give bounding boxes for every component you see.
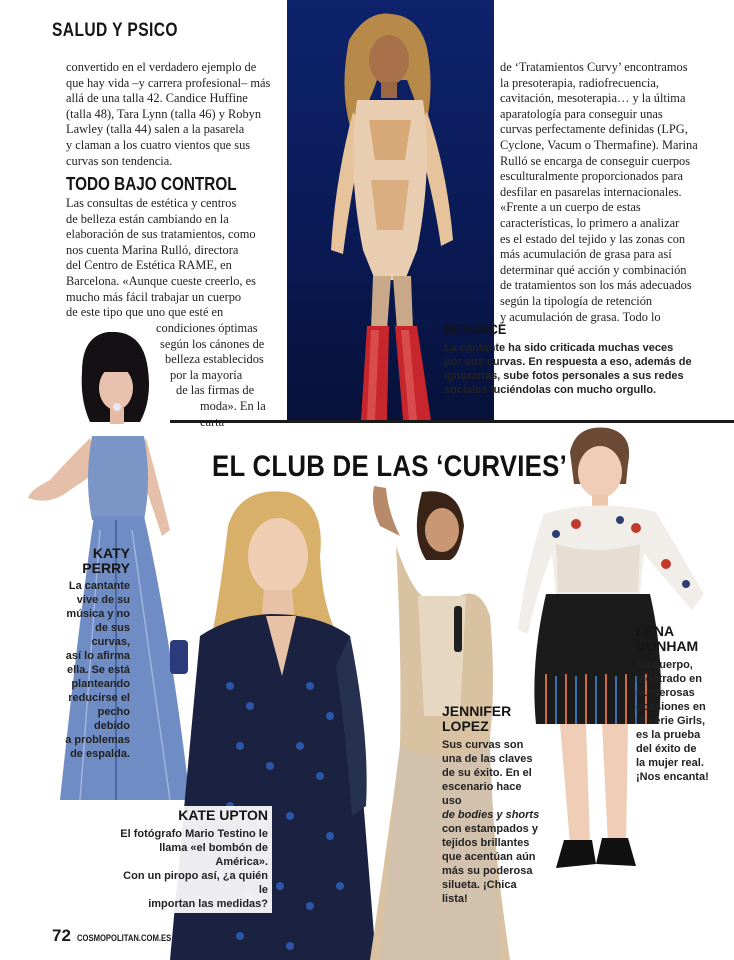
caption-line: ocasiones en bbox=[636, 701, 706, 713]
text-line: según los cánones de bbox=[160, 336, 265, 351]
text-line: y claman a los cuatro vientos que sus bbox=[66, 137, 251, 152]
text-line: de belleza están cambiando en la bbox=[66, 211, 229, 226]
text-line: condiciones óptimas bbox=[156, 321, 258, 335]
caption-line: llama «el bombón de América». bbox=[159, 842, 268, 868]
caption-line: de bodies y shorts bbox=[442, 809, 540, 821]
caption-line: la serie Girls, bbox=[636, 715, 706, 727]
text-line: de ‘Tratamientos Curvy’ encontramos bbox=[500, 60, 688, 74]
caption-line: Con un piropo así, ¿a quién le bbox=[123, 870, 268, 896]
caption-line: sociales luciéndolas con mucho orgullo. bbox=[444, 384, 657, 396]
caption-line: importan las medidas? bbox=[148, 898, 268, 910]
caption-name: PERRY bbox=[82, 560, 130, 576]
caption-line: de su éxito. En el bbox=[442, 767, 532, 779]
text-line: curvas perfectamente definidas (LPG, bbox=[500, 122, 688, 137]
text-line: esculturalmente proporcionados para bbox=[500, 169, 684, 184]
caption-line: Sus curvas son bbox=[442, 739, 524, 751]
caption-name: DUNHAM bbox=[636, 638, 699, 654]
caption-line: ella. Se está bbox=[67, 664, 130, 676]
caption-line: de espalda. bbox=[70, 748, 130, 760]
caption-line: de sus curvas, bbox=[91, 622, 130, 648]
caption-line: reducirse el bbox=[68, 692, 130, 704]
caption-line: con estampados y bbox=[442, 823, 538, 835]
caption-line: La cantante ha sido criticada muchas veces bbox=[444, 342, 674, 354]
text-line: según la tipología de retención bbox=[500, 293, 653, 308]
text-line: convertido en el verdadero ejemplo de bbox=[66, 60, 257, 74]
text-line: elaboración de sus tratamientos, como bbox=[66, 227, 256, 242]
text-line: por la mayoría bbox=[170, 367, 243, 382]
text-line: (talla 48), Tara Lynn (talla 46) y Robyn bbox=[66, 106, 262, 121]
caption-line: del éxito de bbox=[636, 743, 697, 755]
text-line: Las consultas de estética y centros bbox=[66, 196, 237, 210]
caption-name: JENNIFER bbox=[442, 703, 512, 719]
text-line: nos cuenta Marina Rulló, directora bbox=[66, 242, 239, 257]
text-line: Lawley (talla 44) salen a la pasarela bbox=[66, 122, 245, 137]
page-footer bbox=[52, 926, 188, 946]
caption-line: La cantante bbox=[68, 580, 130, 592]
caption-line: ¡Nos encanta! bbox=[636, 771, 709, 783]
text-line: Rulló se encarga de conseguir cuerpos bbox=[500, 153, 691, 168]
subhead: TODO BAJO CONTROL bbox=[66, 174, 237, 194]
caption-name: KATE UPTON bbox=[178, 807, 268, 823]
text-line: características, lo primero a analizar bbox=[500, 215, 680, 230]
caption-line: que acentúan aún bbox=[442, 851, 536, 863]
text-line: de tratamientos son los más adecuados bbox=[500, 278, 692, 293]
text-line: y acumulación de grasa. Todo lo bbox=[500, 309, 661, 324]
text-line: curvas son tendencia. bbox=[66, 153, 173, 168]
text-line: mucho más fácil trabajar un cuerpo bbox=[66, 289, 242, 304]
feature-headline: EL CLUB DE LAS ‘CURVIES’ bbox=[212, 450, 568, 483]
caption-line: numerosas bbox=[636, 687, 695, 699]
text-line: es el estado del tejido y las zonas con bbox=[500, 231, 686, 246]
caption-name: KATY bbox=[92, 545, 130, 561]
intro-text bbox=[66, 60, 276, 169]
caption-line: Su cuerpo, bbox=[636, 659, 693, 671]
caption-line: por sus curvas. En respuesta a eso, además de bbox=[444, 356, 692, 368]
footer-site: COSMOPOLITAN.COM.ES bbox=[77, 933, 172, 943]
text-line: «Frente a un cuerpo de estas bbox=[500, 200, 641, 215]
section-divider bbox=[170, 420, 734, 423]
text-line: más acumulación de grasa para así bbox=[500, 247, 672, 262]
text-line: del Centro de Estética RAME, en bbox=[66, 258, 232, 273]
caption-line: escenario hace uso bbox=[442, 781, 522, 807]
caption-line: ignorarlas, sube fotos personales a sus redes bbox=[444, 370, 684, 382]
caption-line: mostrado en bbox=[636, 673, 703, 685]
text-line: desfilar en pasarelas internacionales. bbox=[500, 184, 682, 199]
text-line: de este tipo que uno que esté en bbox=[66, 305, 224, 320]
caption-line: a problemas bbox=[65, 734, 130, 746]
lena-caption bbox=[636, 624, 734, 784]
caption-line: pecho debido bbox=[93, 706, 130, 732]
caption-name: LOPEZ bbox=[442, 718, 489, 734]
caption-line: es la prueba bbox=[636, 729, 701, 741]
text-line: de las firmas de bbox=[176, 383, 255, 398]
caption-line: planteando bbox=[71, 678, 130, 690]
caption-line: El fotógrafo Mario Testino le bbox=[120, 828, 268, 840]
body-left bbox=[66, 196, 278, 321]
text-line: belleza establecidos bbox=[165, 352, 264, 367]
caption-name: LENA bbox=[636, 623, 675, 639]
text-line: Cyclone, Vacum o Thermafine). Marina bbox=[500, 137, 698, 152]
caption-line: una de las claves bbox=[442, 753, 533, 765]
caption-line: más su poderosa bbox=[442, 865, 533, 877]
caption-line: silueta. ¡Chica lista! bbox=[442, 879, 517, 905]
text-line: cavitación, mesoterapia… y la última bbox=[500, 91, 686, 106]
kate-caption bbox=[110, 806, 272, 913]
caption-line: música y no bbox=[66, 608, 130, 620]
section-title: SALUD Y PSICO bbox=[52, 20, 178, 41]
text-line: Barcelona. «Aunque cueste creerlo, es bbox=[66, 273, 256, 288]
page-number: 72 bbox=[52, 926, 71, 945]
caption-line: vive de su bbox=[76, 594, 130, 606]
katy-caption bbox=[60, 546, 130, 761]
caption-line: así lo afirma bbox=[65, 650, 130, 662]
text-line: la presoterapia, radiofrecuencia, bbox=[500, 75, 659, 90]
caption-line: tejidos brillantes bbox=[442, 837, 530, 849]
text-line: que hay vida –y carrera profesional– más bbox=[66, 75, 271, 90]
text-line: determinar qué acción y combinación bbox=[500, 262, 687, 277]
text-line: aparatología para conseguir unas bbox=[500, 106, 663, 121]
caption-line: la mujer real. bbox=[636, 757, 704, 769]
text-line: allá de una talla 42. Candice Huffine bbox=[66, 91, 248, 106]
beyonce-caption bbox=[444, 322, 734, 397]
caption-name: BEYONCÉ bbox=[444, 321, 507, 337]
body-right bbox=[500, 60, 732, 325]
text-line: moda». En la bbox=[200, 398, 266, 413]
